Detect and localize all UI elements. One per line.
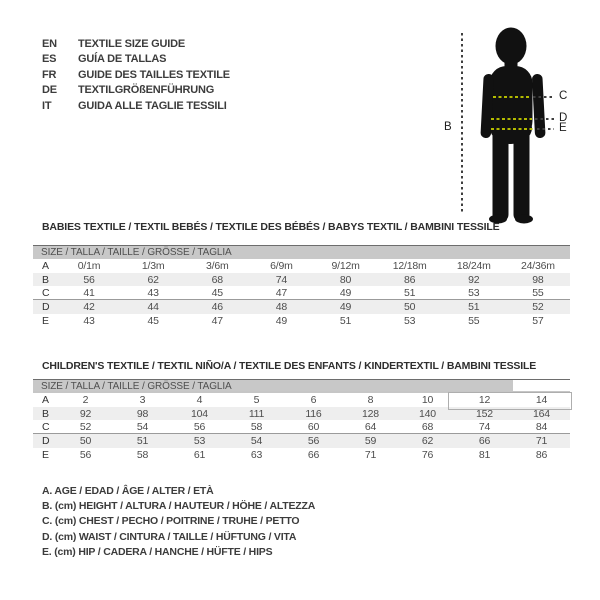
table-cell: 128 [362, 407, 379, 420]
height-measure-line [461, 33, 463, 214]
table-cell: 18/24m [456, 259, 491, 272]
table-cell: 12/18m [392, 259, 427, 272]
language-code: DE [42, 84, 57, 97]
legend-chest: C. (cm) CHEST / PECHO / POITRINE / TRUHE / PETTO [42, 515, 300, 528]
table-body [33, 393, 570, 461]
row-label: C [42, 286, 50, 299]
chest-measure-line [493, 96, 530, 98]
legend-waist: D. (cm) WAIST / CINTURA / TAILLE / HÜFTUNG / VITA [42, 530, 297, 543]
legend-hip: E. (cm) HIP / CADERA / HANCHE / HÜFTE / HIPS [42, 545, 273, 558]
language-list [42, 37, 230, 114]
table-cell: 51 [136, 434, 149, 447]
babies-size-table [33, 245, 570, 327]
table-cell: 43 [147, 286, 159, 299]
list-item [42, 37, 230, 52]
table-cell: 92 [79, 407, 92, 420]
table-row-d [33, 434, 570, 448]
table-cell: 84 [535, 420, 548, 433]
table-row-a [33, 393, 570, 407]
table-cell: 57 [532, 314, 544, 327]
table-cell: 44 [147, 300, 159, 313]
table-cell: 59 [364, 434, 377, 447]
table-body [33, 259, 570, 327]
table-cell: 68 [211, 273, 223, 286]
row-label: A [42, 259, 49, 272]
table-cell: 51 [339, 314, 352, 327]
list-item [42, 99, 230, 114]
table-cell: 56 [79, 448, 92, 461]
children-section-title: CHILDREN'S TEXTILE / TEXTIL NIÑO/A / TEXTILE DES ENFANTS / KINDERTEXTIL / BAMBINI TESSILE [42, 360, 537, 372]
language-code: FR [42, 68, 57, 81]
row-label: E [42, 448, 49, 461]
row-label: D [42, 300, 50, 313]
table-cell: 12 [478, 393, 491, 406]
table-cell: 54 [136, 420, 149, 433]
table-cell: 3 [139, 393, 146, 406]
table-cell: 8 [367, 393, 374, 406]
table-cell: 51 [468, 300, 480, 313]
table-cell: 53 [193, 434, 206, 447]
table-cell: 41 [83, 286, 95, 299]
table-cell: 9/12m [331, 259, 360, 272]
waist-label: D [559, 112, 568, 124]
row-label: B [42, 407, 49, 420]
waist-measure-line [491, 118, 532, 120]
table-cell: 43 [83, 314, 95, 327]
table-cell: 49 [339, 300, 352, 313]
table-cell: 152 [476, 407, 493, 420]
row-label: B [42, 273, 49, 286]
children-size-table [33, 379, 570, 461]
language-label: GUIDA ALLE TAGLIE TESSILI [78, 99, 227, 112]
table-cell: 4 [196, 393, 203, 406]
table-cell: 68 [421, 420, 434, 433]
table-cell: 55 [468, 314, 480, 327]
table-cell: 3/6m [206, 259, 229, 272]
table-cell: 10 [421, 393, 434, 406]
table-row-c [33, 420, 570, 434]
table-cell: 5 [253, 393, 260, 406]
table-cell: 49 [275, 314, 288, 327]
legend-age: A. AGE / EDAD / ÂGE / ALTER / ETÀ [42, 485, 214, 497]
table-cell: 71 [535, 434, 548, 447]
table-cell: 164 [533, 407, 550, 420]
table-cell: 111 [248, 407, 265, 420]
height-label: B [444, 121, 452, 133]
table-row-c [33, 286, 570, 300]
table-cell: 56 [83, 273, 95, 286]
row-label: C [42, 420, 50, 433]
table-cell: 53 [468, 286, 480, 299]
language-code: EN [42, 38, 57, 50]
table-cell: 45 [147, 314, 159, 327]
table-cell: 66 [478, 434, 491, 447]
table-cell: 55 [532, 286, 544, 299]
table-cell: 104 [191, 407, 208, 420]
table-row-e [33, 448, 570, 462]
table-row-e [33, 314, 570, 328]
language-label: TEXTILE SIZE GUIDE [78, 38, 186, 50]
table-header [33, 246, 570, 259]
table-cell: 76 [421, 448, 434, 461]
table-cell: 1/3m [141, 259, 165, 272]
table-cell: 47 [211, 314, 223, 327]
language-code: ES [42, 53, 57, 66]
table-row-b [33, 407, 570, 421]
table-row-b [33, 273, 570, 287]
row-label: A [42, 393, 49, 406]
hip-guide-line [537, 128, 554, 130]
table-cell: 140 [419, 407, 436, 420]
table-cell: 64 [364, 420, 377, 433]
table-cell: 53 [404, 314, 416, 327]
language-label: GUÍA DE TALLAS [78, 53, 167, 66]
table-cell: 86 [535, 448, 548, 461]
table-cell: 66 [307, 448, 320, 461]
table-cell: 61 [193, 448, 206, 461]
babies-section-title: BABIES TEXTILE / TEXTIL BEBÉS / TEXTILE DES BÉBÉS / BABYS TEXTIL / BAMBINI TESSILE [42, 221, 500, 233]
table-cell: 54 [250, 434, 263, 447]
language-label: GUIDE DES TAILLES TEXTILE [78, 68, 230, 81]
row-label: D [42, 434, 50, 447]
table-cell: 62 [421, 434, 434, 447]
waist-guide-line [535, 118, 554, 120]
list-item [42, 68, 230, 83]
table-cell: 92 [468, 273, 480, 286]
table-cell: 52 [79, 420, 92, 433]
table-cell: 116 [305, 407, 322, 420]
table-cell: 50 [404, 300, 416, 313]
table-cell: 98 [136, 407, 149, 420]
language-label: TEXTILGRÖßENFÜHRUNG [78, 84, 215, 97]
table-cell: 86 [404, 273, 416, 286]
chest-label: C [559, 90, 568, 102]
table-cell: 42 [83, 300, 95, 313]
table-cell: 56 [193, 420, 206, 433]
table-row-d [33, 300, 570, 314]
chest-guide-line [533, 96, 554, 98]
table-cell: 56 [307, 434, 320, 447]
measurement-legend [42, 484, 315, 560]
table-cell: 24/36m [521, 259, 555, 272]
table-cell: 62 [147, 273, 159, 286]
list-item [42, 83, 230, 98]
table-cell: 60 [307, 420, 320, 433]
table-cell: 6/9m [270, 259, 293, 272]
child-silhouette-icon [478, 26, 548, 226]
table-header-label: SIZE / TALLA / TAILLE / GRÖSSE / TAGLIA [41, 381, 232, 392]
hip-label: E [559, 122, 567, 134]
table-cell: 46 [211, 300, 223, 313]
table-cell: 47 [275, 286, 288, 299]
table-cell: 51 [404, 286, 416, 299]
table-cell: 71 [364, 448, 377, 461]
table-cell: 49 [339, 286, 352, 299]
table-row-a [33, 259, 570, 273]
table-cell: 98 [532, 273, 544, 286]
table-cell: 58 [250, 420, 263, 433]
table-cell: 74 [275, 273, 288, 286]
hip-measure-line [491, 128, 534, 130]
table-cell: 81 [478, 448, 491, 461]
table-cell: 48 [275, 300, 288, 313]
table-cell: 0/1m [77, 259, 101, 272]
table-cell: 52 [532, 300, 544, 313]
table-cell: 80 [339, 273, 352, 286]
list-item [42, 52, 230, 67]
table-cell: 58 [136, 448, 149, 461]
table-cell: 74 [478, 420, 491, 433]
table-header-label: SIZE / TALLA / TAILLE / GRÖSSE / TAGLIA [41, 247, 232, 258]
legend-height: B. (cm) HEIGHT / ALTURA / HAUTEUR / HÖHE / ALTEZZA [42, 500, 316, 513]
row-label: E [42, 314, 49, 327]
language-code: IT [42, 99, 52, 112]
table-cell: 6 [310, 393, 317, 406]
table-cell: 63 [250, 448, 263, 461]
table-cell: 2 [82, 393, 89, 406]
table-header [33, 380, 570, 393]
table-cell: 14 [535, 393, 548, 406]
table-cell: 45 [211, 286, 223, 299]
table-cell: 50 [79, 434, 92, 447]
